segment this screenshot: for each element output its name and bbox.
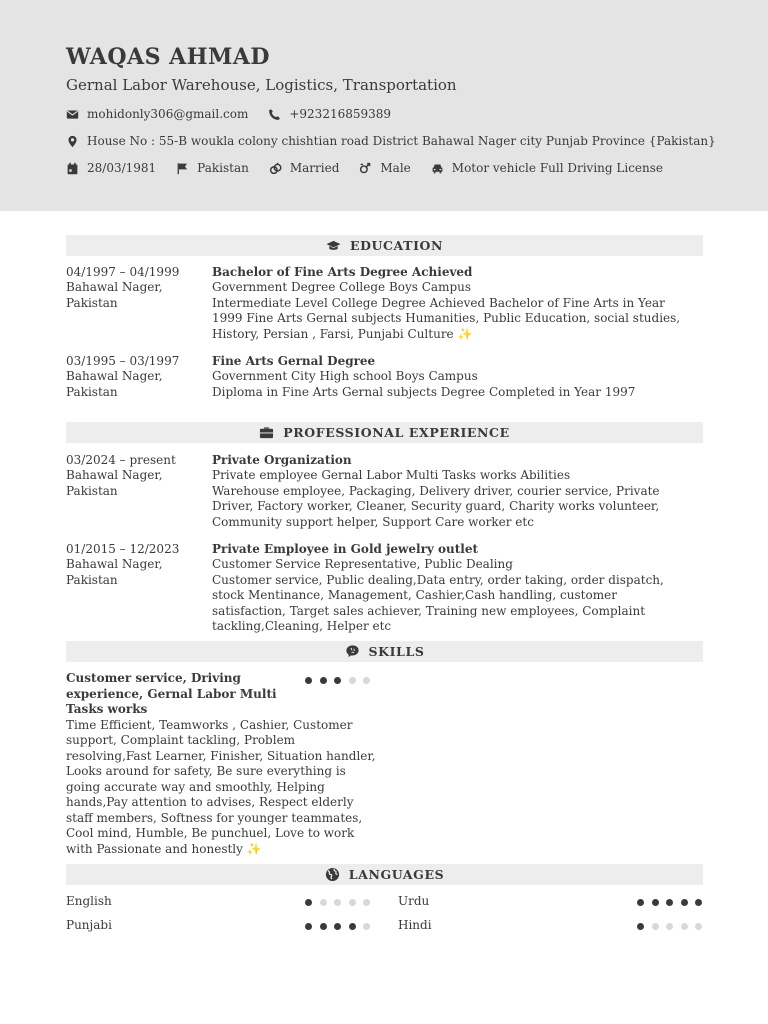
- rating-dot-empty: [363, 899, 370, 906]
- skill-item: [66, 671, 376, 857]
- contact-row: [66, 107, 411, 121]
- briefcase-icon: [259, 425, 274, 440]
- phone-icon: [268, 108, 281, 121]
- entry-dates: 04/1997 – 04/1999: [66, 265, 180, 279]
- email-item[interactable]: [66, 107, 248, 121]
- entry-dates: 01/2015 – 12/2023: [66, 542, 180, 556]
- rating-dot-filled: [305, 677, 312, 684]
- gender-item: [359, 161, 410, 175]
- entry-location: Bahawal Nager, Pakistan: [66, 369, 163, 399]
- rating-dot-filled: [681, 899, 688, 906]
- entry-body: [212, 265, 692, 342]
- rating-dot-filled: [305, 923, 312, 930]
- rating-dot-filled: [334, 677, 341, 684]
- rating-dot-empty: [334, 899, 341, 906]
- entry-description: Intermediate Level College Degree Achieved Bachelor of Fine Arts in Year 1999 Fine Arts Gernal subjects Humanities, Public Education, social studies, History, Persian , Farsi, Punjabi Culture ✨: [212, 295, 681, 341]
- driving-license-text: Motor vehicle Full Driving License: [451, 161, 664, 175]
- entry-location: Bahawal Nager, Pakistan: [66, 280, 163, 310]
- skill-title: Customer service, Driving experience, Gernal Labor Multi Tasks works: [66, 671, 277, 716]
- nationality-item: [176, 161, 249, 175]
- entry-description: Diploma in Fine Arts Gernal subjects Degree Completed in Year 1997: [212, 384, 636, 399]
- experience-section-header: [66, 422, 703, 443]
- entry-meta: [66, 542, 201, 588]
- personal-row: [66, 161, 683, 175]
- rating-dot-empty: [681, 923, 688, 930]
- gender-text: Male: [380, 161, 411, 175]
- car-icon: [431, 162, 444, 175]
- entry-body: [212, 354, 692, 400]
- entry-dates: 03/2024 – present: [66, 453, 176, 467]
- entry-title: Private Employee in Gold jewelry outlet: [212, 542, 479, 556]
- entry-title: Bachelor of Fine Arts Degree Achieved: [212, 265, 473, 279]
- language-name: English: [66, 894, 112, 908]
- rating-dot-filled: [320, 923, 327, 930]
- entry-dates: 03/1995 – 03/1997: [66, 354, 180, 368]
- phone-item[interactable]: [268, 107, 391, 121]
- rating-dot-empty: [695, 923, 702, 930]
- entry-location: Bahawal Nager, Pakistan: [66, 468, 163, 498]
- rating-dot-filled: [320, 677, 327, 684]
- language-level-rating: [637, 923, 710, 930]
- entry-meta: [66, 453, 201, 499]
- education-title: EDUCATION: [349, 238, 444, 253]
- address-item: [66, 134, 716, 148]
- skills-title: SKILLS: [368, 644, 425, 659]
- rating-dot-filled: [637, 899, 644, 906]
- rating-dot-empty: [320, 899, 327, 906]
- rings-icon: [269, 162, 282, 175]
- entry-description: Customer service, Public dealing,Data entry, order taking, order dispatch, stock Mentinance, Management, Cashier,Cash handling, customer satisfaction, Target sales achiever, Training new employees, Complaint tackling,Cleaning, Helper etc: [212, 572, 664, 634]
- header: [0, 0, 768, 211]
- skills-section-header: [66, 641, 703, 662]
- rating-dot-filled: [666, 899, 673, 906]
- marital-status-item: [269, 161, 340, 175]
- brain-icon: [345, 644, 360, 659]
- rating-dot-empty: [349, 899, 356, 906]
- rating-dot-filled: [349, 923, 356, 930]
- language-name: Hindi: [398, 918, 432, 932]
- location-pin-icon: [66, 135, 79, 148]
- entry-location: Bahawal Nager, Pakistan: [66, 557, 163, 587]
- email-text[interactable]: mohidonly306@gmail.com: [87, 107, 249, 121]
- email-icon: [66, 108, 79, 121]
- nationality-text: Pakistan: [197, 161, 249, 175]
- rating-dot-filled: [334, 923, 341, 930]
- address-row: [66, 134, 736, 148]
- languages-title: LANGUAGES: [348, 867, 445, 882]
- entry-meta: [66, 265, 201, 311]
- entry-role: Customer Service Representative, Public Dealing: [212, 557, 513, 572]
- entry-description: Warehouse employee, Packaging, Delivery driver, courier service, Private Driver, Factory worker, Cleaner, Security guard, Charity works volunteer, Community support helper, Support Care worker etc: [212, 483, 660, 529]
- entry-institution: Government Degree College Boys Campus: [212, 280, 472, 295]
- marital-status-text: Married: [289, 161, 340, 175]
- gender-icon: [359, 162, 372, 175]
- language-level-rating: [305, 899, 378, 906]
- address-text: House No : 55-B woukla colony chishtian road District Bahawal Nager city Punjab Province {Pakistan}: [87, 134, 716, 148]
- rating-dot-filled: [305, 899, 312, 906]
- language-level-rating: [637, 899, 710, 906]
- experience-title: PROFESSIONAL EXPERIENCE: [283, 425, 510, 440]
- rating-dot-empty: [363, 677, 370, 684]
- skill-level-rating: [305, 677, 378, 684]
- education-section-header: [66, 235, 703, 256]
- headline: Gernal Labor Warehouse, Logistics, Transportation: [66, 76, 457, 94]
- entry-institution: Government City High school Boys Campus: [212, 369, 478, 384]
- entry-body: [212, 453, 692, 530]
- language-name: Punjabi: [66, 918, 112, 932]
- entry-title: Fine Arts Gernal Degree: [212, 354, 376, 368]
- entry-body: [212, 542, 692, 634]
- languages-section-header: [66, 864, 703, 885]
- rating-dot-empty: [666, 923, 673, 930]
- candidate-name: WAQAS AHMAD: [66, 44, 271, 70]
- flag-icon: [176, 162, 189, 175]
- entry-meta: [66, 354, 201, 400]
- rating-dot-empty: [363, 923, 370, 930]
- entry-role: Private employee Gernal Labor Multi Tasks works Abilities: [212, 468, 571, 483]
- language-level-rating: [305, 923, 378, 930]
- language-name: Urdu: [398, 894, 430, 908]
- birth-date-text: 28/03/1981: [87, 161, 157, 175]
- birth-date-item: [66, 161, 156, 175]
- rating-dot-empty: [349, 677, 356, 684]
- graduation-cap-icon: [326, 238, 341, 253]
- entry-title: Private Organization: [212, 453, 352, 467]
- skill-description: Time Efficient, Teamworks , Cashier, Customer support, Complaint tackling, Problem resolving,Fast Learner, Finisher, Situation handler, Looks around for safety, Be sure everything is going accurate way and smoothly, Helping hands,Pay attention to advises, Respect elderly staff members, Softness for younger teammates, Cool mind, Humble, Be punchuel, Love to work with Passionate and honestly ✨: [66, 717, 376, 856]
- rating-dot-filled: [695, 899, 702, 906]
- calendar-icon: [66, 162, 79, 175]
- rating-dot-filled: [652, 899, 659, 906]
- driving-license-item: [431, 161, 663, 175]
- rating-dot-filled: [637, 923, 644, 930]
- globe-icon: [325, 867, 340, 882]
- rating-dot-empty: [652, 923, 659, 930]
- phone-text[interactable]: +923216859389: [289, 107, 392, 121]
